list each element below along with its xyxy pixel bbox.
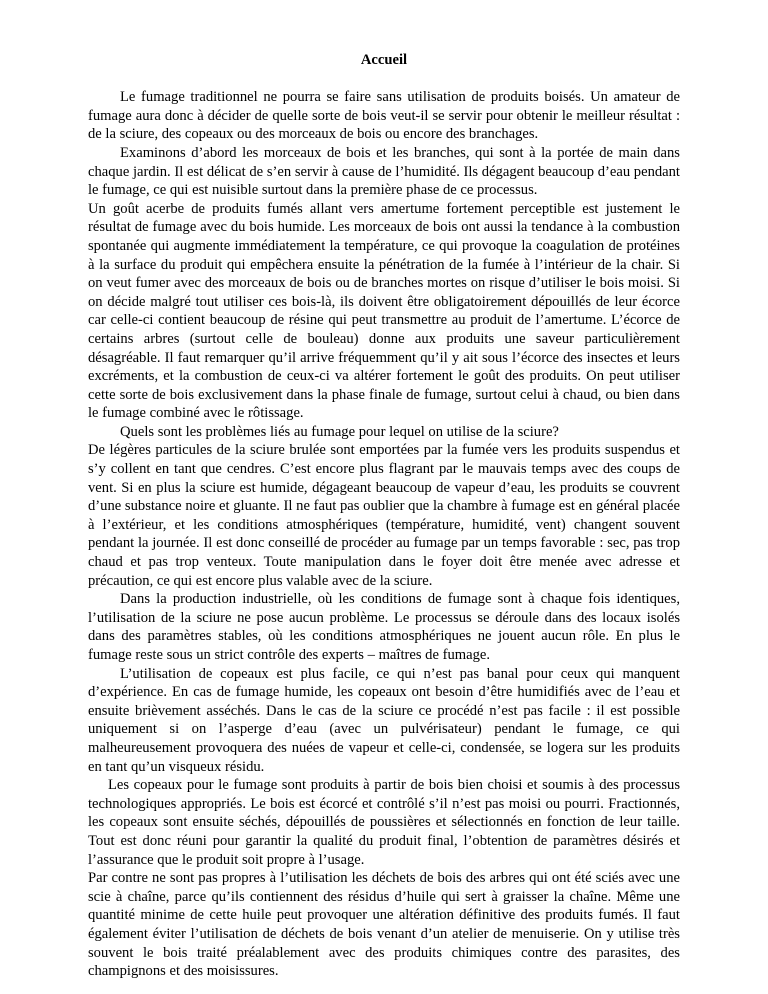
paragraph-chips-usage: L’utilisation de copeaux est plus facile, ce qui n’est pas banal pour ceux qui manquent d’expérience. En cas de fumage humide, les copeaux ont besoin d’être humidifiés avec de l’eau et ensuite brièvement asséchés. Dans le cas de la sciure ce procédé n’est pas facile : il est possible uniquement si on l’asperge d’eau (avec un pulvérisateur) pendant le fumage, ce qui malheureusement provoquera des nuées de vapeur et celle-ci, condensée, se logera sur les produits en tant qu’un visqueux résidu. (88, 665, 680, 775)
page-title: Accueil (360, 52, 408, 68)
paragraph-industrial: Dans la production industrielle, où les conditions de fumage sont à chaque fois identiques, l’utilisation de la sciure ne pose aucun problème. Le processus se déroule dans des locaux isolés dans des paramètres stables, où les conditions atmosphériques ne jouent aucun rôle. En plus le fumage reste sous un strict contrôle des experts – maîtres de fumage. (88, 591, 680, 663)
paragraph-unsuitable-wood: Par contre ne sont pas propres à l’utilisation les déchets de bois des arbres qui ont été sciés avec une scie à chaîne, parce qu’ils contiennent des résidus d’huile qui sert à graisser la chaîne. Même une quantité minime de cette huile peut provoquer une altération définitive des produits fumés. Il faut également éviter l’utilisation de déchets de bois venant d’un atelier de menuiserie. On y utilise très souvent le bois traité préalablement avec des produits chimiques contre des parasites, des champignons et des moisissures. (88, 870, 680, 980)
paragraph-intro: Le fumage traditionnel ne pourra se faire sans utilisation de produits boisés. Un amateur de fumage aura donc à décider de quelle sorte de bois veut-il se servir pour obtenir le meilleur résultat : de la sciure, des copeaux ou des morceaux de bois ou encore des branchages. (88, 89, 680, 143)
paragraph-branches: Examinons d’abord les morceaux de bois et les branches, qui sont à la portée de main dans chaque jardin. Il est délicat de s’en servir à cause de l’humidité. Ils dégagent beaucoup d’eau pendant le fumage, ce qui est nuisible surtout dans la première phase de ce processus. (88, 144, 680, 199)
paragraph-bitter-taste: Un goût acerbe de produits fumés allant vers amertume fortement perceptible est justement le résultat de fumage avec du bois humide. Les morceaux de bois ont aussi la tendance à la combustion spontanée qui augmente immédiatement la température, ce qui provoque la coagulation de protéines à la surface du produit qui empêchera ensuite la pénétration de la fumée à l’intérieur de la chair. Si on veut fumer avec des morceaux de bois ou de branches mortes on risque d’utiliser le bois moisi. Si on décide malgré tout utiliser ces bois-là, ils doivent être obligatoirement dépouillés de leur écorce car celle-ci contient beaucoup de résine qui peut transmettre au produit de l’amertume. L’écorce de certains arbres (surtout celle de bouleau) donne aux produits une saveur particulièrement désagréable. Il faut remarquer qu’il arrive fréquemment qu’il y ait sous l’écorce des insectes et leurs excréments, et la combustion de ceux-ci va altérer fortement le goût des produits. On peut utiliser cette sorte de bois exclusivement dans la phase finale de fumage, surtout celui à chaud, ou bien dans le fumage combiné avec le rôtissage. (88, 200, 680, 422)
paragraph-chips-production: Les copeaux pour le fumage sont produits à partir de bois bien choisi et soumis à des processus technologiques appropriés. Le bois est écorcé et contrôlé s’il n’est pas moisi ou pourri. Fractionnés, les copeaux sont ensuite séchés, dépouillés de poussières et sélectionnés en fonction de leur taille. Tout est donc réuni pour garantir la qualité du produit final, l’obtention de paramètres désirés et l’assurance que le produit soit propre à l’usage. (88, 777, 680, 868)
paragraph-sawdust-question: Quels sont les problèmes liés au fumage pour lequel on utilise de la sciure? (120, 423, 559, 440)
paragraph-sawdust-problems: De légères particules de la sciure brulée sont emportées par la fumée vers les produits suspendus et s’y collent en tant que cendres. C’est encore plus flagrant par le mauvais temps avec des coups de vent. Si en plus la sciure est humide, dégageant beaucoup de vapeur d’eau, les produits se couvrent d’une substance noire et gluante. Il ne faut pas oublier que la chambre à fumage est en général placée à l’extérieur, et les conditions atmosphériques (température, humidité, vent) changent souvent pendant la journée. Il est donc conseillé de procéder au fumage par un temps favorable : sec, pas trop chaud et pas trop venteux. Toute manipulation dans le foyer doit être menée avec adresse et précaution, ce qui est encore plus valable avec de la sciure. (88, 442, 680, 589)
